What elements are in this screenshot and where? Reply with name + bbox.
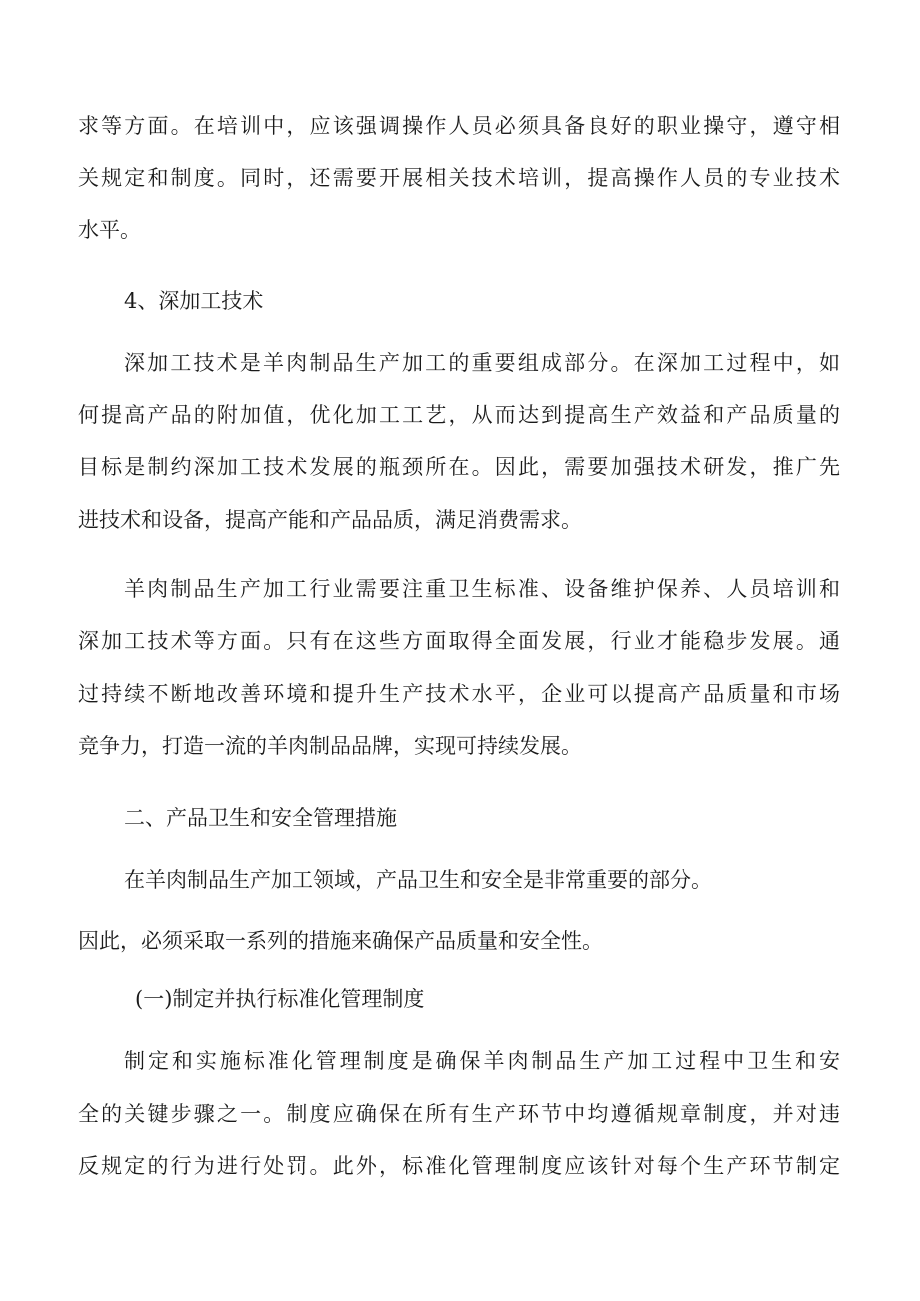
heading-deep-processing: 4、深加工技术 (124, 289, 264, 313)
text-line: 反规定的行为进行处罚。此外，标准化管理制度应该针对每个生产环节制定 (78, 1154, 840, 1178)
text-line: 水平。 (78, 218, 141, 242)
text-line: 何提高产品的附加值，优化加工工艺，从而达到提高生产效益和产品质量的 (78, 403, 840, 427)
text-line: 制定和实施标准化管理制度是确保羊肉制品生产加工过程中卫生和安 (124, 1049, 840, 1073)
text-line: 目标是制约深加工技术发展的瓶颈所在。因此，需要加强技术研发，推广先 (78, 455, 840, 479)
text-line: 深加工技术是羊肉制品生产加工的重要组成部分。在深加工过程中，如 (124, 351, 840, 375)
text-line: 求等方面。在培训中，应该强调操作人员必须具备良好的职业操守，遵守相 (78, 114, 840, 138)
subheading-standardization: (一)制定并执行标准化管理制度 (135, 987, 425, 1011)
text-line: 羊肉制品生产加工行业需要注重卫生标准、设备维护保养、人员培训和 (124, 577, 840, 601)
text-line: 关规定和制度。同时，还需要开展相关技术培训，提高操作人员的专业技术 (78, 166, 840, 190)
text-line: 深加工技术等方面。只有在这些方面取得全面发展，行业才能稳步发展。通 (78, 629, 840, 653)
text-line: 在羊肉制品生产加工领域，产品卫生和安全是非常重要的部分。 (124, 868, 712, 892)
text-line: 全的关键步骤之一。制度应确保在所有生产环节中均遵循规章制度，并对违 (78, 1102, 840, 1126)
text-line: 因此，必须采取一系列的措施来确保产品质量和安全性。 (78, 929, 603, 953)
text-line: 进技术和设备，提高产能和产品品质，满足消费需求。 (78, 508, 582, 532)
section-heading-hygiene-safety: 二、产品卫生和安全管理措施 (124, 806, 397, 830)
text-line: 竞争力，打造一流的羊肉制品品牌，实现可持续发展。 (78, 734, 582, 758)
text-line: 过持续不断地改善环境和提升生产技术水平，企业可以提高产品质量和市场 (78, 682, 840, 706)
